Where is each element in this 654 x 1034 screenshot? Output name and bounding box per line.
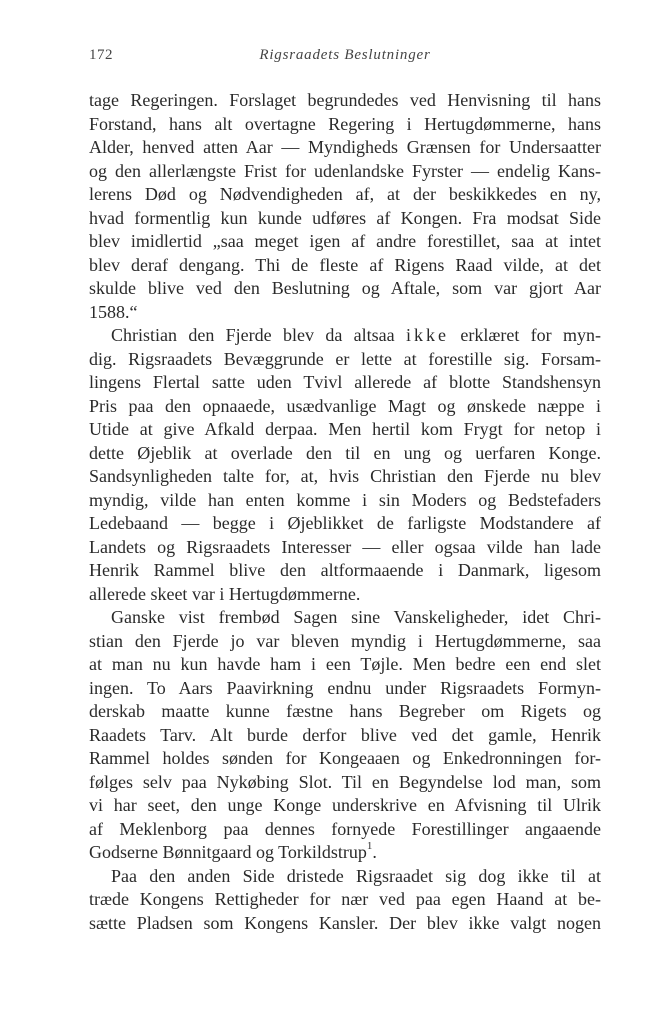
text-line: ingen. To Aars Paavirkning endnu under Rigsraadets Formyn- <box>89 677 601 698</box>
running-title: Rigsraadets Beslutninger <box>259 47 431 63</box>
text-line: vi har seet, den unge Konge underskrive en Afvisning til Ulrik <box>89 795 601 815</box>
paragraph <box>89 324 601 606</box>
text-line: følges selv paa Nykøbing Slot. Til en Begyndelse lod man, som <box>89 771 601 792</box>
text-line: at man nu kun havde ham i een Tøjle. Men bedre een end slet <box>89 654 601 674</box>
text-line: Landets og Rigsraadets Interesser — eller ogsaa vilde han lade <box>89 536 601 557</box>
text-line: sætte Pladsen som Kongens Kansler. Der blev ikke valgt nogen <box>89 912 601 933</box>
text-line: tage Regeringen. Forslaget begrundedes ved Henvisning til hans <box>89 90 601 110</box>
body-text <box>89 89 601 935</box>
text-line: stian den Fjerde jo var bleven myndig i Hertugdømmerne, saa <box>89 630 601 651</box>
text-line: Utide at give Afkald derpaa. Men hertil kom Frygt for netop i <box>89 419 601 439</box>
text-line: dig. Rigsraadets Bevæggrunde er lette at forestille sig. Forsam- <box>89 348 601 369</box>
emphasis-spaced: ikke <box>406 325 449 345</box>
text-line: Sandsynligheden talte for, at, hvis Christian den Fjerde nu blev <box>89 466 601 486</box>
text-line: Henrik Rammel blive den altformaaende i Danmark, ligesom <box>89 560 601 580</box>
text-line: Paa den anden Side dristede Rigsraadet sig dog ikke til at <box>111 865 601 886</box>
text-line: og den allerlængste Frist for udenlandske Fyrster — endelig Kans- <box>89 160 601 181</box>
text-line: skulde blive ved den Beslutning og Aftale, som var gjort Aar <box>89 278 601 298</box>
text-line: hvad formentlig kun kunde udføres af Kongen. Fra modsat Side <box>89 207 601 228</box>
text-line: Rammel holdes sønden for Kongeaaen og Enkedronningen for- <box>89 748 601 768</box>
text-line: blev imidlertid „saa meget igen af andre forestillet, saa at intet <box>89 231 601 251</box>
page-number: 172 <box>89 47 113 63</box>
text-line: træde Kongens Rettigheder for nær ved paa egen Haand at be- <box>89 889 601 909</box>
page-header <box>89 47 601 69</box>
text-line: Raadets Tarv. Alt burde derfor blive ved det gamle, Henrik <box>89 724 601 745</box>
text-line: Ledebaand — begge i Øjeblikket de farligste Modstandere af <box>89 513 601 533</box>
text-line: Forstand, hans alt overtagne Regering i Hertugdømmerne, hans <box>89 113 601 134</box>
text-line: lingens Flertal satte uden Tvivl allerede af blotte Standshensyn <box>89 372 601 392</box>
text-line: lerens Død og Nødvendigheden af, at der beskikkedes en ny, <box>89 184 601 204</box>
paragraph <box>89 865 601 936</box>
text-line: 1588.“ <box>89 301 138 322</box>
paragraph <box>89 89 601 324</box>
text-segment: erklæret for myn- <box>460 325 601 345</box>
text-segment: . <box>372 842 377 862</box>
text-line: dette Øjeblik at overlade den til en ung og uerfaren Konge. <box>89 442 601 463</box>
footnote-marker[interactable]: 1 <box>366 840 373 852</box>
text-line <box>89 841 601 865</box>
text-line <box>89 324 601 348</box>
text-segment: Godserne Bønnitgaard og Torkildstrup <box>89 842 367 862</box>
text-line: blev deraf dengang. Thi de fleste af Rigens Raad vilde, at det <box>89 254 601 275</box>
text-line: Alder, henved atten Aar — Myndigheds Grænsen for Undersaatter <box>89 137 601 157</box>
text-line: allerede skeet var i Hertugdømmerne. <box>89 583 361 604</box>
text-line: af Meklenborg paa dennes fornyede Forestillinger angaaende <box>89 818 601 839</box>
text-line: Ganske vist frembød Sagen sine Vanskeligheder, idet Chri- <box>111 607 601 627</box>
text-line: myndig, vilde han enten komme i sin Moders og Bedstefaders <box>89 489 601 510</box>
text-line: Pris paa den opnaaede, usædvanlige Magt og ønskede næppe i <box>89 395 601 416</box>
paragraph <box>89 606 601 865</box>
text-segment: Christian den Fjerde blev da altsaa <box>111 325 395 345</box>
text-line: derskab maatte kunne fæstne hans Begreber om Rigets og <box>89 701 601 721</box>
